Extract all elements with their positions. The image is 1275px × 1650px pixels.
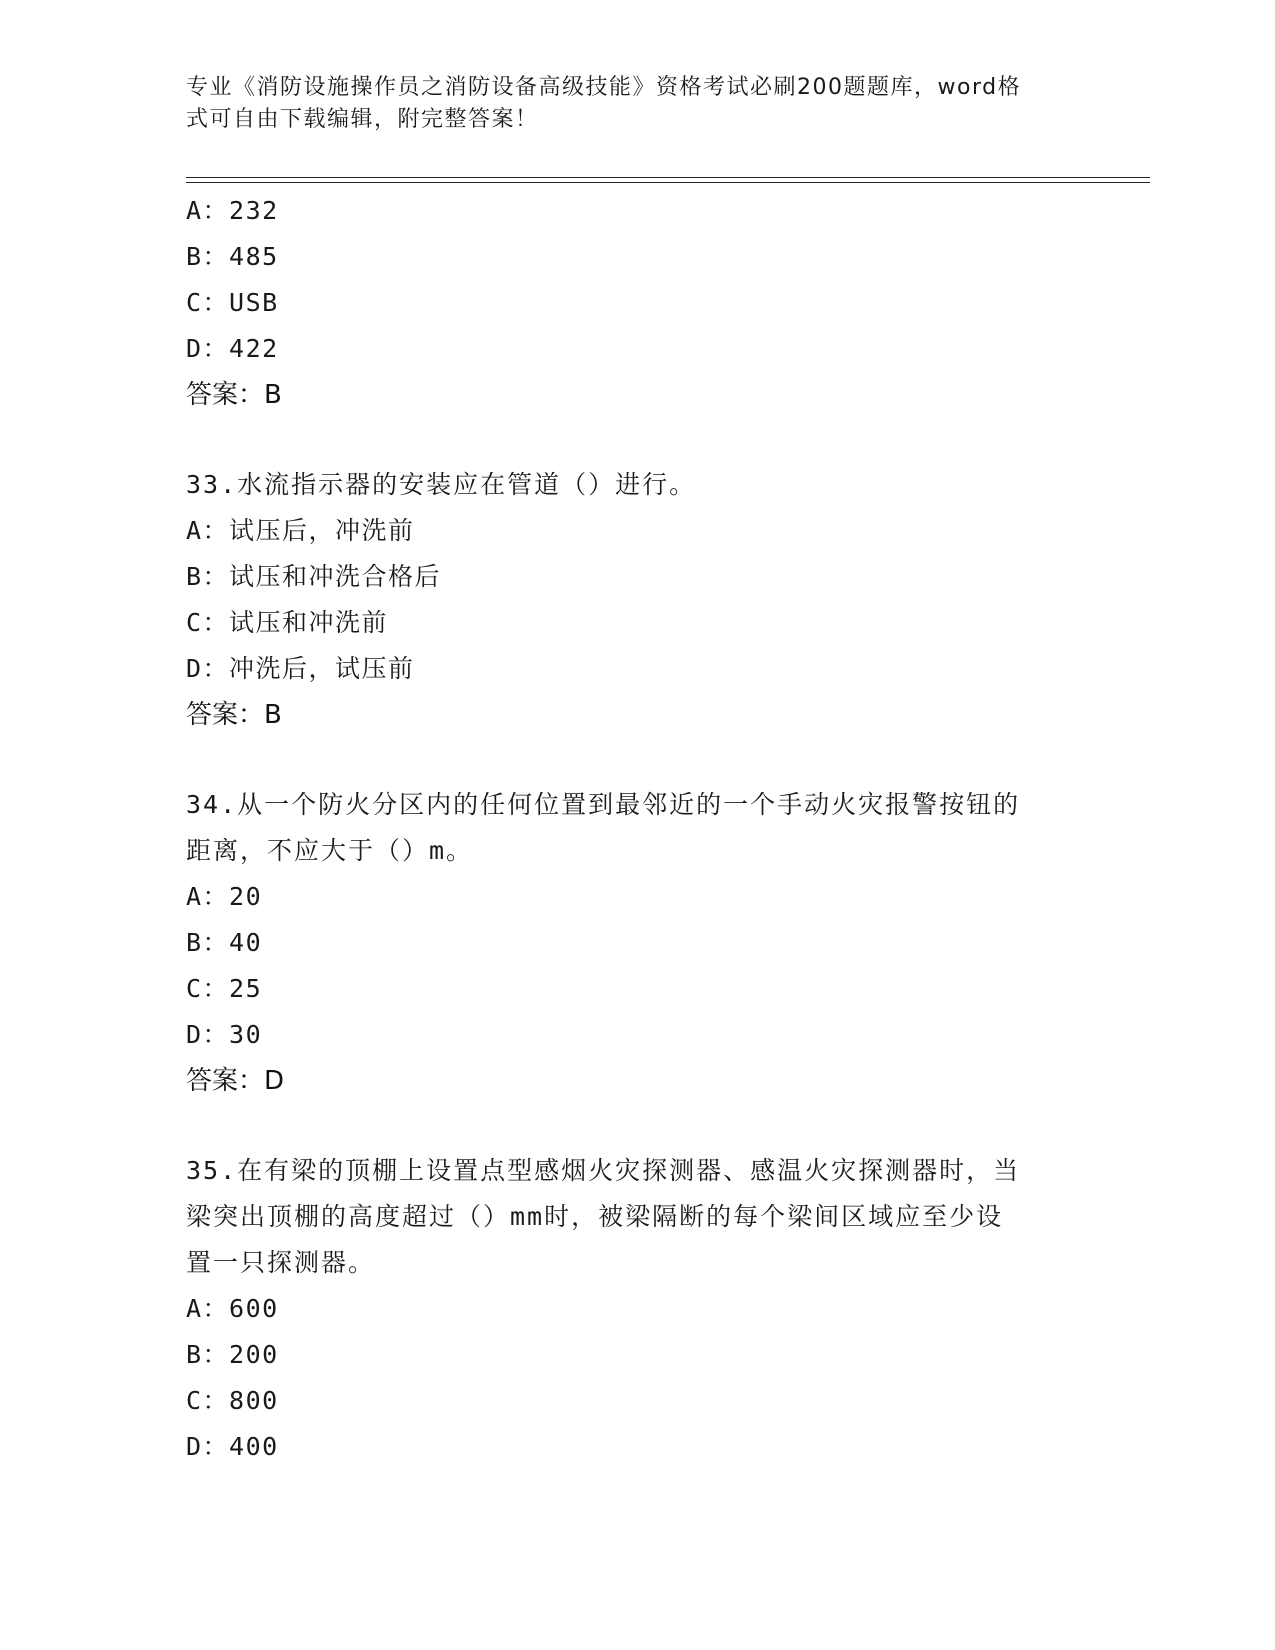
question-stem-line-1: 35.在有梁的顶棚上设置点型感烟火灾探测器、感温火灾探测器时，当 [186, 1156, 1021, 1185]
question-stem-line-2: 梁突出顶棚的高度超过（）mm时，被梁隔断的每个梁间区域应至少设 [186, 1202, 1004, 1231]
option-d: D：冲洗后，试压前 [186, 654, 415, 683]
question-stem-line-1: 34.从一个防火分区内的任何位置到最邻近的一个手动火灾报警按钮的 [186, 790, 1021, 819]
option-b: B：485 [186, 242, 279, 271]
question-stem: 33.水流指示器的安装应在管道（）进行。 [186, 470, 697, 499]
option-a: A：20 [186, 882, 263, 911]
option-b: B：试压和冲洗合格后 [186, 562, 442, 591]
question-stem-line-2: 距离，不应大于（）m。 [186, 836, 474, 865]
header-divider-bottom [186, 182, 1150, 183]
answer-line: 答案：D [186, 1066, 285, 1096]
option-d: D：422 [186, 334, 279, 363]
question-gap [186, 418, 1086, 462]
option-c: C：试压和冲洗前 [186, 608, 389, 637]
question-34 [186, 782, 1086, 1104]
answer-line: 答案：B [186, 380, 282, 410]
option-c: C：800 [186, 1386, 279, 1415]
question-list [186, 188, 1086, 1470]
question-32 [186, 188, 1086, 418]
option-a: A：600 [186, 1294, 279, 1323]
header-line-2: 式可自由下载编辑，附完整答案！ [186, 107, 539, 132]
option-a: A：试压后，冲洗前 [186, 516, 415, 545]
answer-line: 答案：B [186, 700, 282, 730]
option-a: A：232 [186, 196, 279, 225]
document-header [186, 72, 1066, 136]
option-c: C：25 [186, 974, 263, 1003]
header-divider-top [186, 177, 1150, 178]
option-b: B：40 [186, 928, 263, 957]
question-gap [186, 738, 1086, 782]
question-35 [186, 1148, 1086, 1470]
option-d: D：30 [186, 1020, 263, 1049]
option-c: C：USB [186, 288, 279, 317]
question-stem-line-3: 置一只探测器。 [186, 1248, 376, 1277]
header-line-1: 专业《消防设施操作员之消防设备高级技能》资格考试必刷200题题库，word格 [186, 75, 1022, 100]
option-b: B：200 [186, 1340, 279, 1369]
option-d: D：400 [186, 1432, 279, 1461]
question-gap [186, 1104, 1086, 1148]
question-33 [186, 462, 1086, 738]
